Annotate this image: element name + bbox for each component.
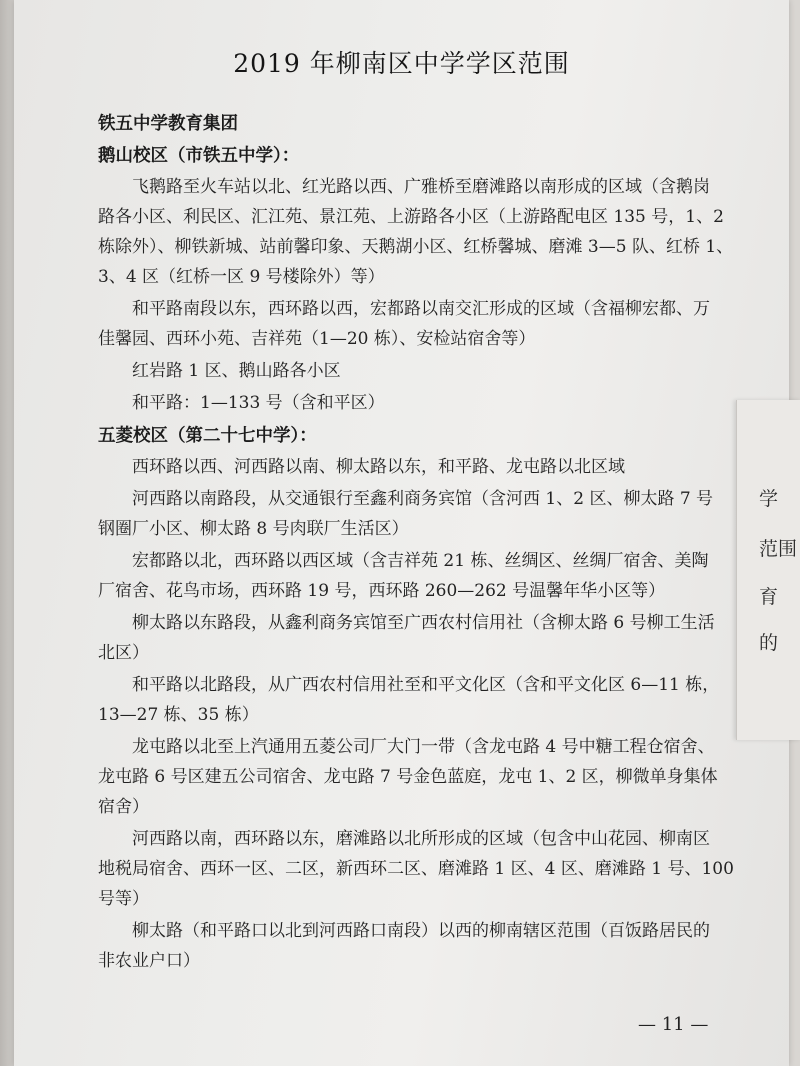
- campus-paragraphs: [98, 172, 738, 418]
- paragraph-line: 河西路以南路段，从交通银行至鑫利商务宾馆（含河西 1、2 区、柳太路 7 号: [132, 489, 714, 509]
- paragraph-line: 13—27 栋、35 栋）: [98, 705, 259, 725]
- paragraph-line: 河西路以南，西环路以东，磨滩路以北所形成的区域（包含中山花园、柳南区: [132, 829, 710, 849]
- adjacent-page-edge: [736, 400, 800, 740]
- document-title: 2019 年柳南区中学学区范围: [233, 49, 570, 78]
- paragraph: [98, 172, 738, 292]
- paragraph-line: 厂宿舍、花鸟市场，西环路 19 号，西环路 260—262 号温馨年华小区等）: [98, 581, 666, 601]
- adjacent-page-fragment: 的: [759, 632, 779, 654]
- paragraph-line: 宏都路以北，西环路以西区域（含吉祥苑 21 栋、丝绸区、丝绸厂宿舍、美陶: [132, 551, 709, 571]
- paragraph: [98, 732, 738, 822]
- paragraph-line: 飞鹅路至火车站以北、红光路以西、广雅桥至磨滩路以南形成的区域（含鹅岗: [132, 177, 710, 197]
- campus-heading: 五菱校区（第二十七中学）：: [98, 426, 317, 446]
- paragraph-line: 宿舍）: [98, 797, 149, 817]
- paragraph-line: 龙屯路 6 号区建五公司宿舍、龙屯路 7 号金色蓝庭，龙屯 1、2 区，柳微单身集体: [98, 767, 718, 787]
- adjacent-page-fragment: 育: [759, 586, 779, 608]
- paragraph-line: 栋除外）、柳铁新城、站前馨印象、天鹅湖小区、红桥馨城、磨滩 3—5 队、红桥 1、: [98, 237, 734, 257]
- paragraph-line: 西环路以西、河西路以南、柳太路以东，和平路、龙屯路以北区域: [132, 457, 625, 477]
- paragraph-line: 红岩路 1 区、鹅山路各小区: [132, 361, 341, 381]
- paragraph: [98, 670, 738, 730]
- paragraph-line: 柳太路（和平路口以北到河西路口南段）以西的柳南辖区范围（百饭路居民的: [132, 921, 710, 941]
- document-page: [14, 0, 789, 1066]
- paragraph-line: 和平路：1—133 号（含和平区）: [132, 393, 385, 413]
- paragraph: [98, 608, 738, 668]
- paragraph: [98, 484, 738, 544]
- left-page-edge: [0, 0, 14, 1066]
- adjacent-page-fragment: 范围: [759, 538, 798, 560]
- paragraph-line: 非农业户口）: [98, 951, 200, 971]
- paragraph: [98, 916, 738, 976]
- paragraph-line: 佳馨园、西环小苑、吉祥苑（1—20 栋）、安检站宿舍等）: [98, 329, 536, 349]
- paragraph-line: 3、4 区（红桥一区 9 号楼除外）等）: [98, 267, 385, 287]
- page-number: — 11 —: [638, 1014, 709, 1035]
- group-heading: 铁五中学教育集团: [98, 114, 238, 134]
- campus-heading: 鹅山校区（市铁五中学）：: [98, 146, 300, 166]
- paragraph-line: 和平路南段以东，西环路以西，宏都路以南交汇形成的区域（含福柳宏都、万: [132, 299, 710, 319]
- paragraph-line: 龙屯路以北至上汽通用五菱公司厂大门一带（含龙屯路 4 号中糖工程仓宿舍、: [132, 737, 715, 757]
- paragraph: [98, 388, 738, 418]
- paragraph: [98, 356, 738, 386]
- paragraph-line: 钢圈厂小区、柳太路 8 号肉联厂生活区）: [98, 519, 409, 539]
- campus-paragraphs: [98, 452, 738, 976]
- adjacent-page-fragment: 学: [759, 488, 779, 510]
- paragraph: [98, 452, 738, 482]
- paragraph-line: 号等）: [98, 889, 149, 909]
- paragraph-line: 地税局宿舍、西环一区、二区，新西环二区、磨滩路 1 区、4 区、磨滩路 1 号、100: [98, 859, 734, 879]
- document-body: [98, 108, 738, 978]
- paragraph: [98, 824, 738, 914]
- paragraph-line: 路各小区、利民区、汇江苑、景江苑、上游路各小区（上游路配电区 135 号，1、2: [98, 207, 724, 227]
- paragraph: [98, 294, 738, 354]
- paragraph-line: 柳太路以东路段，从鑫利商务宾馆至广西农村信用社（含柳太路 6 号柳工生活: [132, 613, 715, 633]
- paragraph: [98, 546, 738, 606]
- paragraph-line: 北区）: [98, 643, 149, 663]
- paragraph-line: 和平路以北路段，从广西农村信用社至和平文化区（含和平文化区 6—11 栋，: [132, 675, 720, 695]
